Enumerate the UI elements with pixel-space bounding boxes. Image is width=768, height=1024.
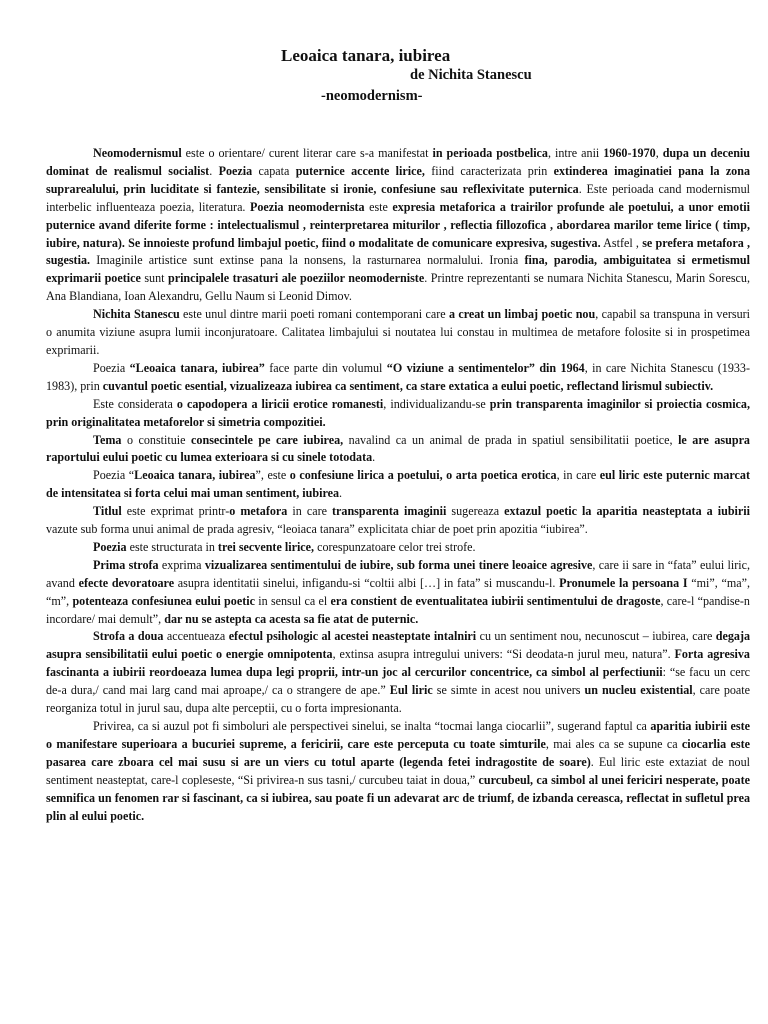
bold-text-run: ciocarlia este pasarea care zboara cel mai susu si are un viers cu totul aparte (legenda fetei indragostite de soare) <box>46 736 750 769</box>
bold-text-run: efectul psihologic al acestei neasteptate intalniri <box>228 629 477 644</box>
paragraph-masterpiece <box>46 396 750 432</box>
text-run: asupra identitatii sinelui, infigandu-si “coltii albi […] in fata” si muscandu-l. <box>174 575 560 590</box>
bold-text-run: expresia metaforica a trairilor profunde ale poetului, a unor emotii puternice avand diferite forme : intelectualismul , reinterpretarea miturilor , reflectia fillozofica , abordarea marilor teme lirice ( timp, iubire, natura). <box>46 199 750 250</box>
bold-text-run: Poezia neomodernista <box>249 199 365 214</box>
document-title: Leoaica tanara, iubirea <box>281 46 451 65</box>
bold-text-run: se prefera metafora , sugestia. <box>46 235 750 268</box>
bold-text-run: principalele trasaturi ale poeziilor neomoderniste <box>167 271 425 286</box>
text-run: Astfel , <box>600 235 643 250</box>
bold-text-run: degaja asupra sensibilitatii eului poetic o energie omnipotenta <box>46 629 751 662</box>
text-run: este o orientare/ curent literar care s-a manifestat <box>181 146 433 160</box>
bold-text-run: o confesiune lirica a poetului, o arta poetica erotica <box>289 468 557 483</box>
text-run: , capabil sa transpuna in versuri o anumita viziune asupra lumii inconjuratoare. Calitatea limbajului si noutatea lui constau in multimea de metafore folosite si in prospetimea exprimarii. <box>46 307 750 357</box>
text-run: , individualizandu-se <box>383 396 490 411</box>
text-run: accentueaza <box>163 629 229 644</box>
bold-text-run: Titlul <box>93 504 122 519</box>
text-run: , care ii sare in “fata” eului liric, avand <box>46 557 751 590</box>
text-run: Poezia <box>93 360 130 375</box>
bold-text-run: trei secvente lirice, <box>217 539 315 554</box>
text-run: este exprimat printr- <box>121 504 230 519</box>
bold-text-run: Poezia <box>93 539 127 554</box>
text-run: “mi”, “ma”, “m”, <box>46 575 751 608</box>
bold-text-run: Pronumele la persoana I <box>559 575 688 590</box>
bold-text-run: Se innoieste profund limbajul poetic, fiind o modalitate de comunicare expresiva, sugestiva. <box>128 235 601 250</box>
text-run: in care <box>287 504 333 519</box>
paragraph-theme <box>46 432 750 468</box>
text-run: ”, este <box>255 468 290 483</box>
bold-text-run: un nucleu existential <box>584 683 693 698</box>
bold-text-run: efecte devoratoare <box>78 575 175 590</box>
bold-text-run: Strofa a doua <box>93 629 164 644</box>
bold-text-run: “O viziune a sentimentelor” din 1964 <box>386 360 585 375</box>
bold-text-run: Tema <box>93 432 122 447</box>
paragraph-neomodernism <box>46 145 750 306</box>
bold-text-run: prin transparenta imaginilor si proiectia cosmica, prin originalitatea metaforelor si simetria compozitiei. <box>46 396 750 429</box>
bold-text-run: extazul poetic la aparitia neasteptata a iubirii <box>504 504 750 519</box>
bold-text-run: “Leoaica tanara, iubirea” <box>129 360 265 375</box>
bold-text-run: a creat un limbaj poetic nou <box>448 307 596 322</box>
author-line: de Nichita Stanescu <box>410 67 532 83</box>
text-run: , extinsa asupra intregului univers: “Si deodata-n jurul meu, natura”. <box>332 647 675 662</box>
bold-text-run: era constient de eventualitatea iubirii sentimentului de dragoste <box>330 593 661 608</box>
bold-text-run: curcubeul, ca simbol al unei fericiri nesperate, poate semnifica un fenomen rar si fascinant, ca si iubirea, sau poate fi un adevarat arc de triumf, de izbanda cereasca, reflectat in sufletul prea plin al eului poetic. <box>46 772 750 823</box>
text-run: Imaginile artistice sunt extinse pana la nonsens, la rasturnarea normalului. Ironia <box>90 253 525 268</box>
text-run: face parte din volumul <box>264 360 387 375</box>
bold-text-run: o capodopera a liricii erotice romanesti <box>176 396 384 411</box>
text-run: . Eul liric este extaziat de noul sentiment neasteptat, care-l copleseste, “Si privirea-n sus tasni,/ curcubeu taiat in doua,” <box>46 754 751 787</box>
text-run: , intre anii <box>547 146 604 160</box>
bold-text-run: Leoaica tanara, iubirea <box>134 468 256 483</box>
literary-current: -neomodernism- <box>321 88 423 104</box>
bold-text-run: eul liric este puternic marcat de intensitatea si forta celui mai uman sentiment, iubirea <box>46 468 750 501</box>
text-run: in sensul ca el <box>254 593 331 608</box>
text-run: exprima <box>158 557 205 572</box>
text-run: este structurata in <box>126 539 218 554</box>
text-run: . Este perioada cand modernismul interbelic influenteaza poezia, literatura. <box>46 181 750 214</box>
bold-text-run: dar nu se astepta ca acesta sa fie atat de puternic. <box>164 611 419 626</box>
document-body <box>46 145 750 825</box>
bold-text-run: Nichita Stanescu <box>93 307 180 322</box>
bold-text-run: puternice accente lirice, <box>295 163 425 178</box>
paragraph-structure <box>46 539 750 557</box>
bold-text-run: consecintele pe care iubirea, <box>191 432 344 447</box>
text-run: , mai ales ca se supune ca <box>545 736 682 751</box>
bold-text-run: Eul liric <box>389 683 433 698</box>
text-run: , in care <box>556 468 600 483</box>
bold-text-run: potenteaza confesiunea eului poetic <box>72 593 255 608</box>
text-run: sugereaza <box>446 504 505 519</box>
text-run: . <box>209 163 219 178</box>
text-run: Este considerata <box>93 396 177 411</box>
bold-text-run: Neomodernismul <box>93 146 182 160</box>
paragraph-gaze <box>46 718 750 825</box>
bold-text-run: aparitia iubirii este o manifestare superioara a bucuriei supreme, a fericirii, care este perceputa cu toate simturile <box>46 719 750 751</box>
bold-text-run: extinderea imaginatiei pana la zona suprarealului, prin luciditate si fantezie, sensibilitate si ironie, confesiune sau reflexivitate puternica <box>46 163 751 196</box>
bold-text-run: Forta agresiva fascinanta a iubirii reordoeaza lumea dupa legi proprii, intr-un joc al cercurilor concentrice, ca simbol al perfectiunii <box>46 647 750 680</box>
bold-text-run: vizualizarea sentimentului de iubire, sub forma unei tinere leoaice agresive <box>204 557 593 572</box>
paragraph-author <box>46 306 750 360</box>
bold-text-run: fina, parodia, ambiguitatea si ermetismul exprimarii poetice <box>46 253 750 286</box>
text-run: este unul dintre marii poeti romani contemporani care <box>179 307 449 322</box>
bold-text-run: transparenta imaginii <box>332 504 447 519</box>
bold-text-run: in perioada postbelica <box>432 146 548 160</box>
text-run: , care poate reorganiza totul in jurul sau, dupa alte perceptii, cu o forta impresionanta. <box>46 683 751 716</box>
text-run: , <box>655 146 663 160</box>
text-run: vazute sub forma unui animal de prada agresiv, “leoiaca tanara” explicitata chiar de poet prin apozitia “iubirea”. <box>46 522 588 537</box>
text-run: o constituie <box>121 432 192 447</box>
bold-text-run: 1960-1970 <box>603 146 656 160</box>
text-run: corespunzatoare celor trei strofe. <box>314 539 476 554</box>
text-run: : “se facu un cerc de-a dura,/ cand mai larg cand mai aproape,/ ca o strangere de ape.” <box>46 665 750 698</box>
paragraph-second-stanza <box>46 628 750 718</box>
paragraph-first-stanza <box>46 557 750 629</box>
text-run: . <box>372 450 376 465</box>
paragraph-confession <box>46 467 750 503</box>
text-run: , care-l “pandise-n incordare/ mai demult”, <box>46 593 750 626</box>
bold-text-run: o metafora <box>229 504 288 519</box>
text-run: . <box>339 486 343 501</box>
text-run: navalind ca un animal de prada in spatiul sensibilitatii poetice, <box>343 432 679 447</box>
text-run: , in care Nichita Stanescu (1933-1983), prin <box>46 360 751 393</box>
text-run: sunt <box>140 271 168 286</box>
text-run: Privirea, ca si auzul pot fi simboluri ale perspectivei sinelui, se inalta “tocmai langa ciocarlii”, sugerand faptul ca <box>93 719 651 733</box>
text-run: Poezia “ <box>93 468 135 483</box>
text-run: se simte in acest nou univers <box>432 683 585 698</box>
text-run: cu un sentiment nou, necunoscut – iubirea, care <box>476 629 716 644</box>
paragraph-poem-volume <box>46 360 750 396</box>
text-run: . Printre reprezentanti se numara Nichita Stanescu, Marin Sorescu, Ana Blandiana, Ioan Alexandru, Gellu Naum si Leonid Dimov. <box>46 271 750 304</box>
text-run: fiind caracterizata prin <box>424 163 554 178</box>
bold-text-run: cuvantul poetic esential, vizualizeaza iubirea ca sentiment, ca stare extatica a eului poetic, reflectand lirismul subiectiv. <box>102 378 714 393</box>
bold-text-run: dupa un deceniu dominat de realismul socialist <box>46 146 751 178</box>
bold-text-run: Poezia <box>218 163 253 178</box>
bold-text-run: Prima strofa <box>93 557 159 572</box>
bold-text-run: le are asupra raportului eului poetic cu lumea exterioara si cu sinele totodata <box>46 432 750 465</box>
text-run: este <box>364 199 393 214</box>
text-run: capata <box>252 163 296 178</box>
paragraph-title <box>46 503 750 539</box>
